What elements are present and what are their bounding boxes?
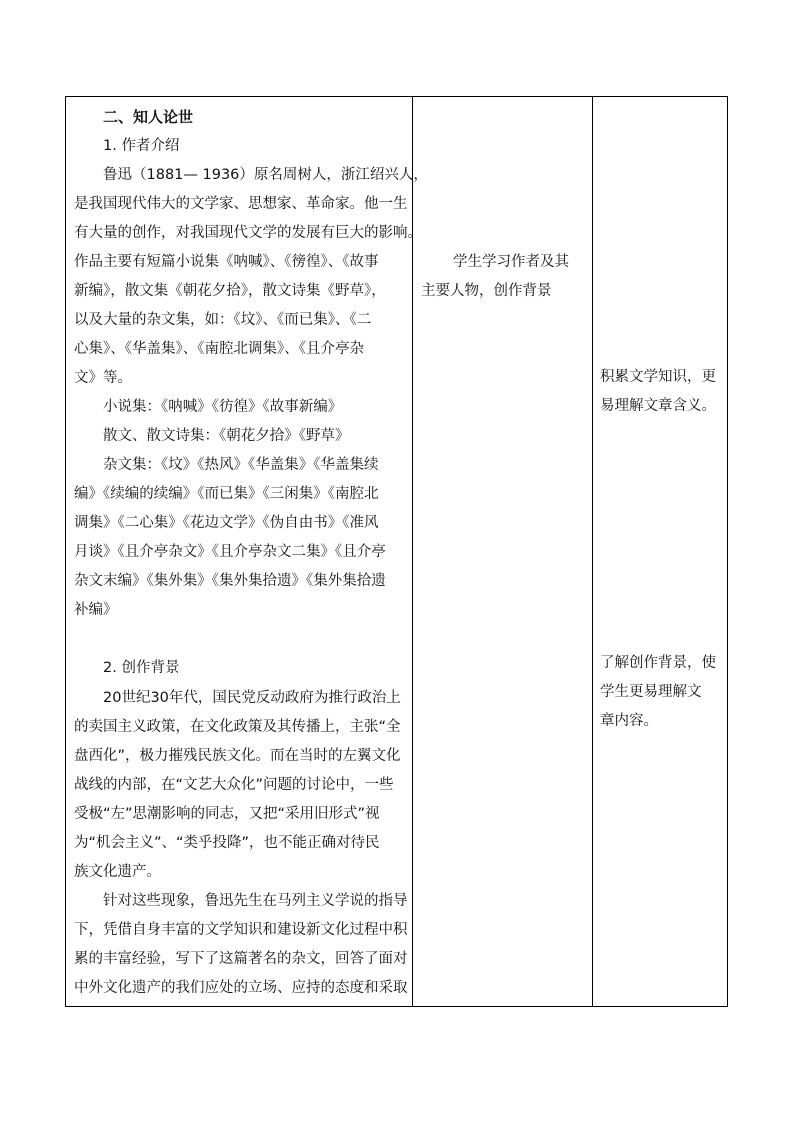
background-line: 中外文化遗产的我们应处的立场、应持的态度和采取 xyxy=(74,980,408,996)
essays-line: 杂文集：《坟》《热风》《华盖集》《华盖集续 xyxy=(103,457,379,473)
intro-line: 有大量的创作，对我国现代文学的发展有巨大的影响。 xyxy=(74,225,422,241)
section-heading: 二、知人论世 xyxy=(103,108,194,126)
purpose-line: 易理解文章含义。 xyxy=(600,398,716,414)
background-line: 受极“左”思潮影响的同志，又把“采用旧形式”视 xyxy=(74,806,380,822)
background-line: 累的丰富经验，写下了这篇著名的杂文，回答了面对 xyxy=(74,951,408,967)
intro-line: 鲁迅（1881— 1936）原名周树人，浙江绍兴人， xyxy=(103,167,428,183)
background-line: 针对这些现象，鲁迅先生在马列主义学说的指导 xyxy=(103,893,408,909)
intro-line: 心集》、《华盖集》、《南腔北调集》、《且介亭杂 xyxy=(74,341,364,357)
background-line: 族文化遗产。 xyxy=(74,864,161,880)
background-line: 战线的内部，在“文艺大众化”问题的讨论中，一些 xyxy=(74,777,394,793)
subsection-title-background: 2. 创作背景 xyxy=(103,660,180,676)
student-activity-cell xyxy=(413,97,593,1006)
intro-line: 以及大量的杂文集，如：《坟》、《而已集》、《二 xyxy=(74,312,372,328)
background-line: 20世纪30年代，国民党反动政府为推行政治上 xyxy=(103,690,401,706)
purpose-line: 章内容。 xyxy=(600,713,658,729)
essays-line: 调集》《二心集》《花边文学》《伪自由书》《准风 xyxy=(74,515,379,531)
essays-line: 补编》 xyxy=(74,602,118,618)
essays-line: 月谈》《且介亭杂文》《且介亭杂文二集》《且介亭 xyxy=(74,544,386,560)
background-line: 下，凭借自身丰富的文学知识和建设新文化过程中积 xyxy=(74,922,408,938)
novels-line: 小说集：《呐喊》《彷徨》《故事新编》 xyxy=(103,399,343,415)
intro-line: 新编》，散文集《朝花夕拾》，散文诗集《野草》， xyxy=(74,283,386,299)
purpose-line: 学生更易理解文 xyxy=(600,684,702,700)
intro-line: 是我国现代伟大的文学家、思想家、革命家。他一生 xyxy=(74,196,408,212)
intro-line: 文》等。 xyxy=(74,370,132,386)
student-activity-line: 主要人物，创作背景 xyxy=(421,283,552,299)
teaching-content-cell xyxy=(66,97,428,1006)
lesson-plan-table xyxy=(65,96,728,1007)
background-line: 的卖国主义政策，在文化政策及其传播上，主张“全 xyxy=(74,719,401,735)
background-line: 为“机会主义”、“类乎投降”，也不能正确对待民 xyxy=(74,835,380,851)
essays-line: 编》《续编的续编》《而已集》《三闲集》《南腔北 xyxy=(74,486,379,502)
design-purpose-cell xyxy=(593,97,727,1006)
essays-line: 杂文末编》《集外集》《集外集拾遗》《集外集拾遗 xyxy=(74,573,386,589)
purpose-line: 积累文学知识，更 xyxy=(600,369,716,385)
background-line: 盘西化”，极力摧残民族文化。而在当时的左翼文化 xyxy=(74,748,401,764)
purpose-line: 了解创作背景，使 xyxy=(600,655,716,671)
subsection-title-author: 1. 作者介绍 xyxy=(103,138,180,154)
intro-line: 作品主要有短篇小说集《呐喊》、《徬徨》、《故事 xyxy=(74,254,379,270)
student-activity-line: 学生学习作者及其 xyxy=(453,254,569,270)
prose-line: 散文、散文诗集：《朝花夕拾》《野草》 xyxy=(103,428,350,444)
